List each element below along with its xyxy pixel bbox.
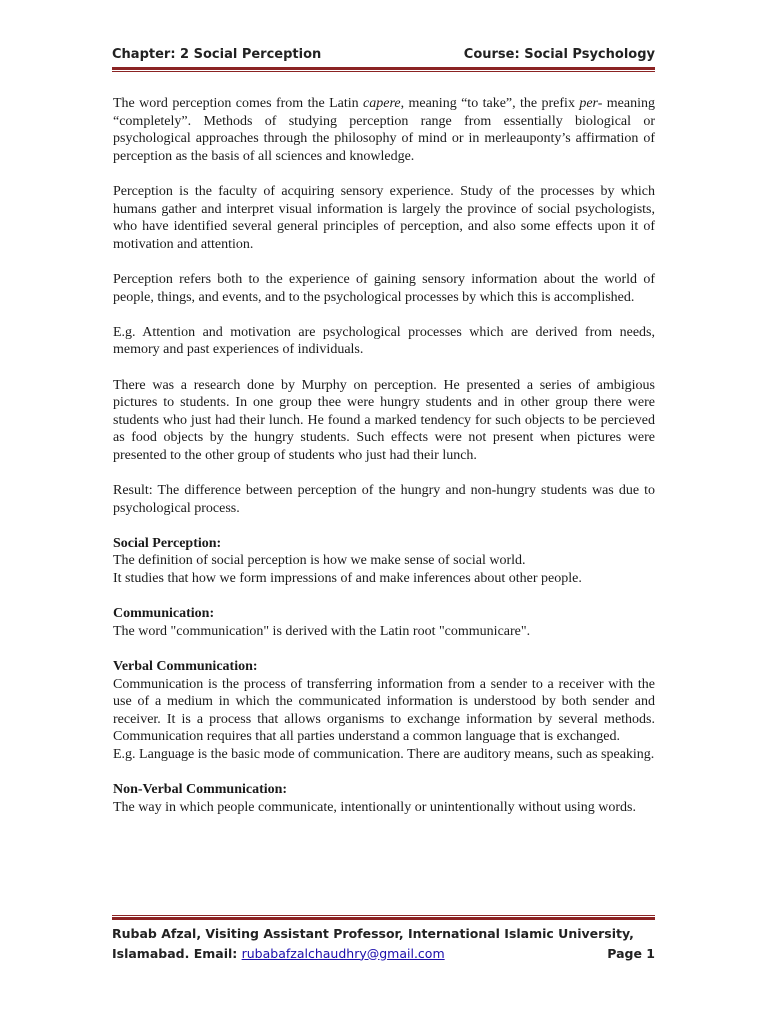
heading-nonverbal-communication: Non-Verbal Communication:: [113, 782, 288, 798]
document-body: [113, 95, 655, 834]
footer-rule: [112, 915, 655, 920]
chapter-title: Chapter: 2 Social Perception: [112, 47, 322, 62]
author-line: Rubab Afzal, Visiting Assistant Professor, International Islamic University,: [112, 926, 634, 941]
paragraph-example: E.g. Attention and motivation are psychological processes which are derived from needs, memory and past experiences of individuals.: [113, 324, 655, 358]
paragraph-result: Result: The difference between perception of the hungry and non-hungry students was due to psychological process.: [113, 483, 655, 516]
paragraph-murphy-research: There was a research done by Murphy on perception. He presented a series of ambigious pictures to students. In one group thee were hungry students and in other group there were students who just had their lunch. He found a marked tendency for such objects to be percieved as food objects by the hungry students. Such effects were not present when pictures were presented to the other group of students who just had their lunch.: [113, 377, 655, 463]
page-footer: [112, 924, 655, 963]
heading-social-perception: Social Perception:: [113, 535, 222, 551]
section-communication: [113, 605, 655, 640]
verbal-communication-paragraph: Communication is the process of transferring information from a sender to a receiver with the use of a medium in which the communicated information is understood by both sender and receiver. It is a process that allows organisms to exchange information by several methods. Communication requires that all parties understand a common language that is exchanged.: [113, 676, 655, 745]
header-rule: [112, 67, 655, 72]
nonverbal-communication-paragraph: The way in which people communicate, intentionally or unintentionally without using words.: [113, 799, 636, 815]
heading-verbal-communication: Verbal Communication:: [113, 659, 258, 674]
heading-communication: Communication:: [113, 606, 215, 622]
latin-word-capere: capere: [363, 96, 401, 111]
social-perception-line-1: The definition of social perception is how we make sense of social world.: [113, 553, 526, 569]
section-nonverbal-communication: [113, 781, 655, 816]
paragraph-faculty: Perception is the faculty of acquiring sensory experience. Study of the processes by which humans gather and interpret visual information is largely the province of social psychologists, who have identified several general principles of perception, and also some effects upon it of motivation and attention.: [113, 183, 655, 252]
communication-line-1: The word "communication" is derived with the Latin root "communicare".: [113, 623, 531, 639]
course-title: Course: Social Psychology: [463, 47, 655, 62]
social-perception-line-2: It studies that how we form impressions of and make inferences about other people.: [113, 571, 582, 587]
verbal-communication-example: E.g. Language is the basic mode of communication. There are auditory means, such as speaking.: [113, 746, 655, 762]
address-email-line: Islamabad. Email: rubabafzalchaudhry@gmail.com: [112, 945, 445, 961]
page-number: Page 1: [607, 945, 655, 961]
section-social-perception: [113, 535, 655, 588]
page-header: [112, 47, 655, 67]
paragraph-etymology: The word perception comes from the Latin capere, meaning “to take”, the prefix per- meaning “completely”. Methods of studying perception range from essentially biological or psychological approaches through the philosophy of mind or in merleauponty’s affirmation of perception as the basis of all sciences and knowledge.: [113, 96, 655, 164]
email-link[interactable]: rubabafzalchaudhry@gmail.com: [241, 945, 445, 961]
prefix-per: per-: [579, 96, 603, 111]
section-verbal-communication: [113, 658, 655, 764]
paragraph-definition: Perception refers both to the experience of gaining sensory information about the world of people, things, and events, and to the psychological processes by which this is accomplished.: [113, 271, 655, 305]
